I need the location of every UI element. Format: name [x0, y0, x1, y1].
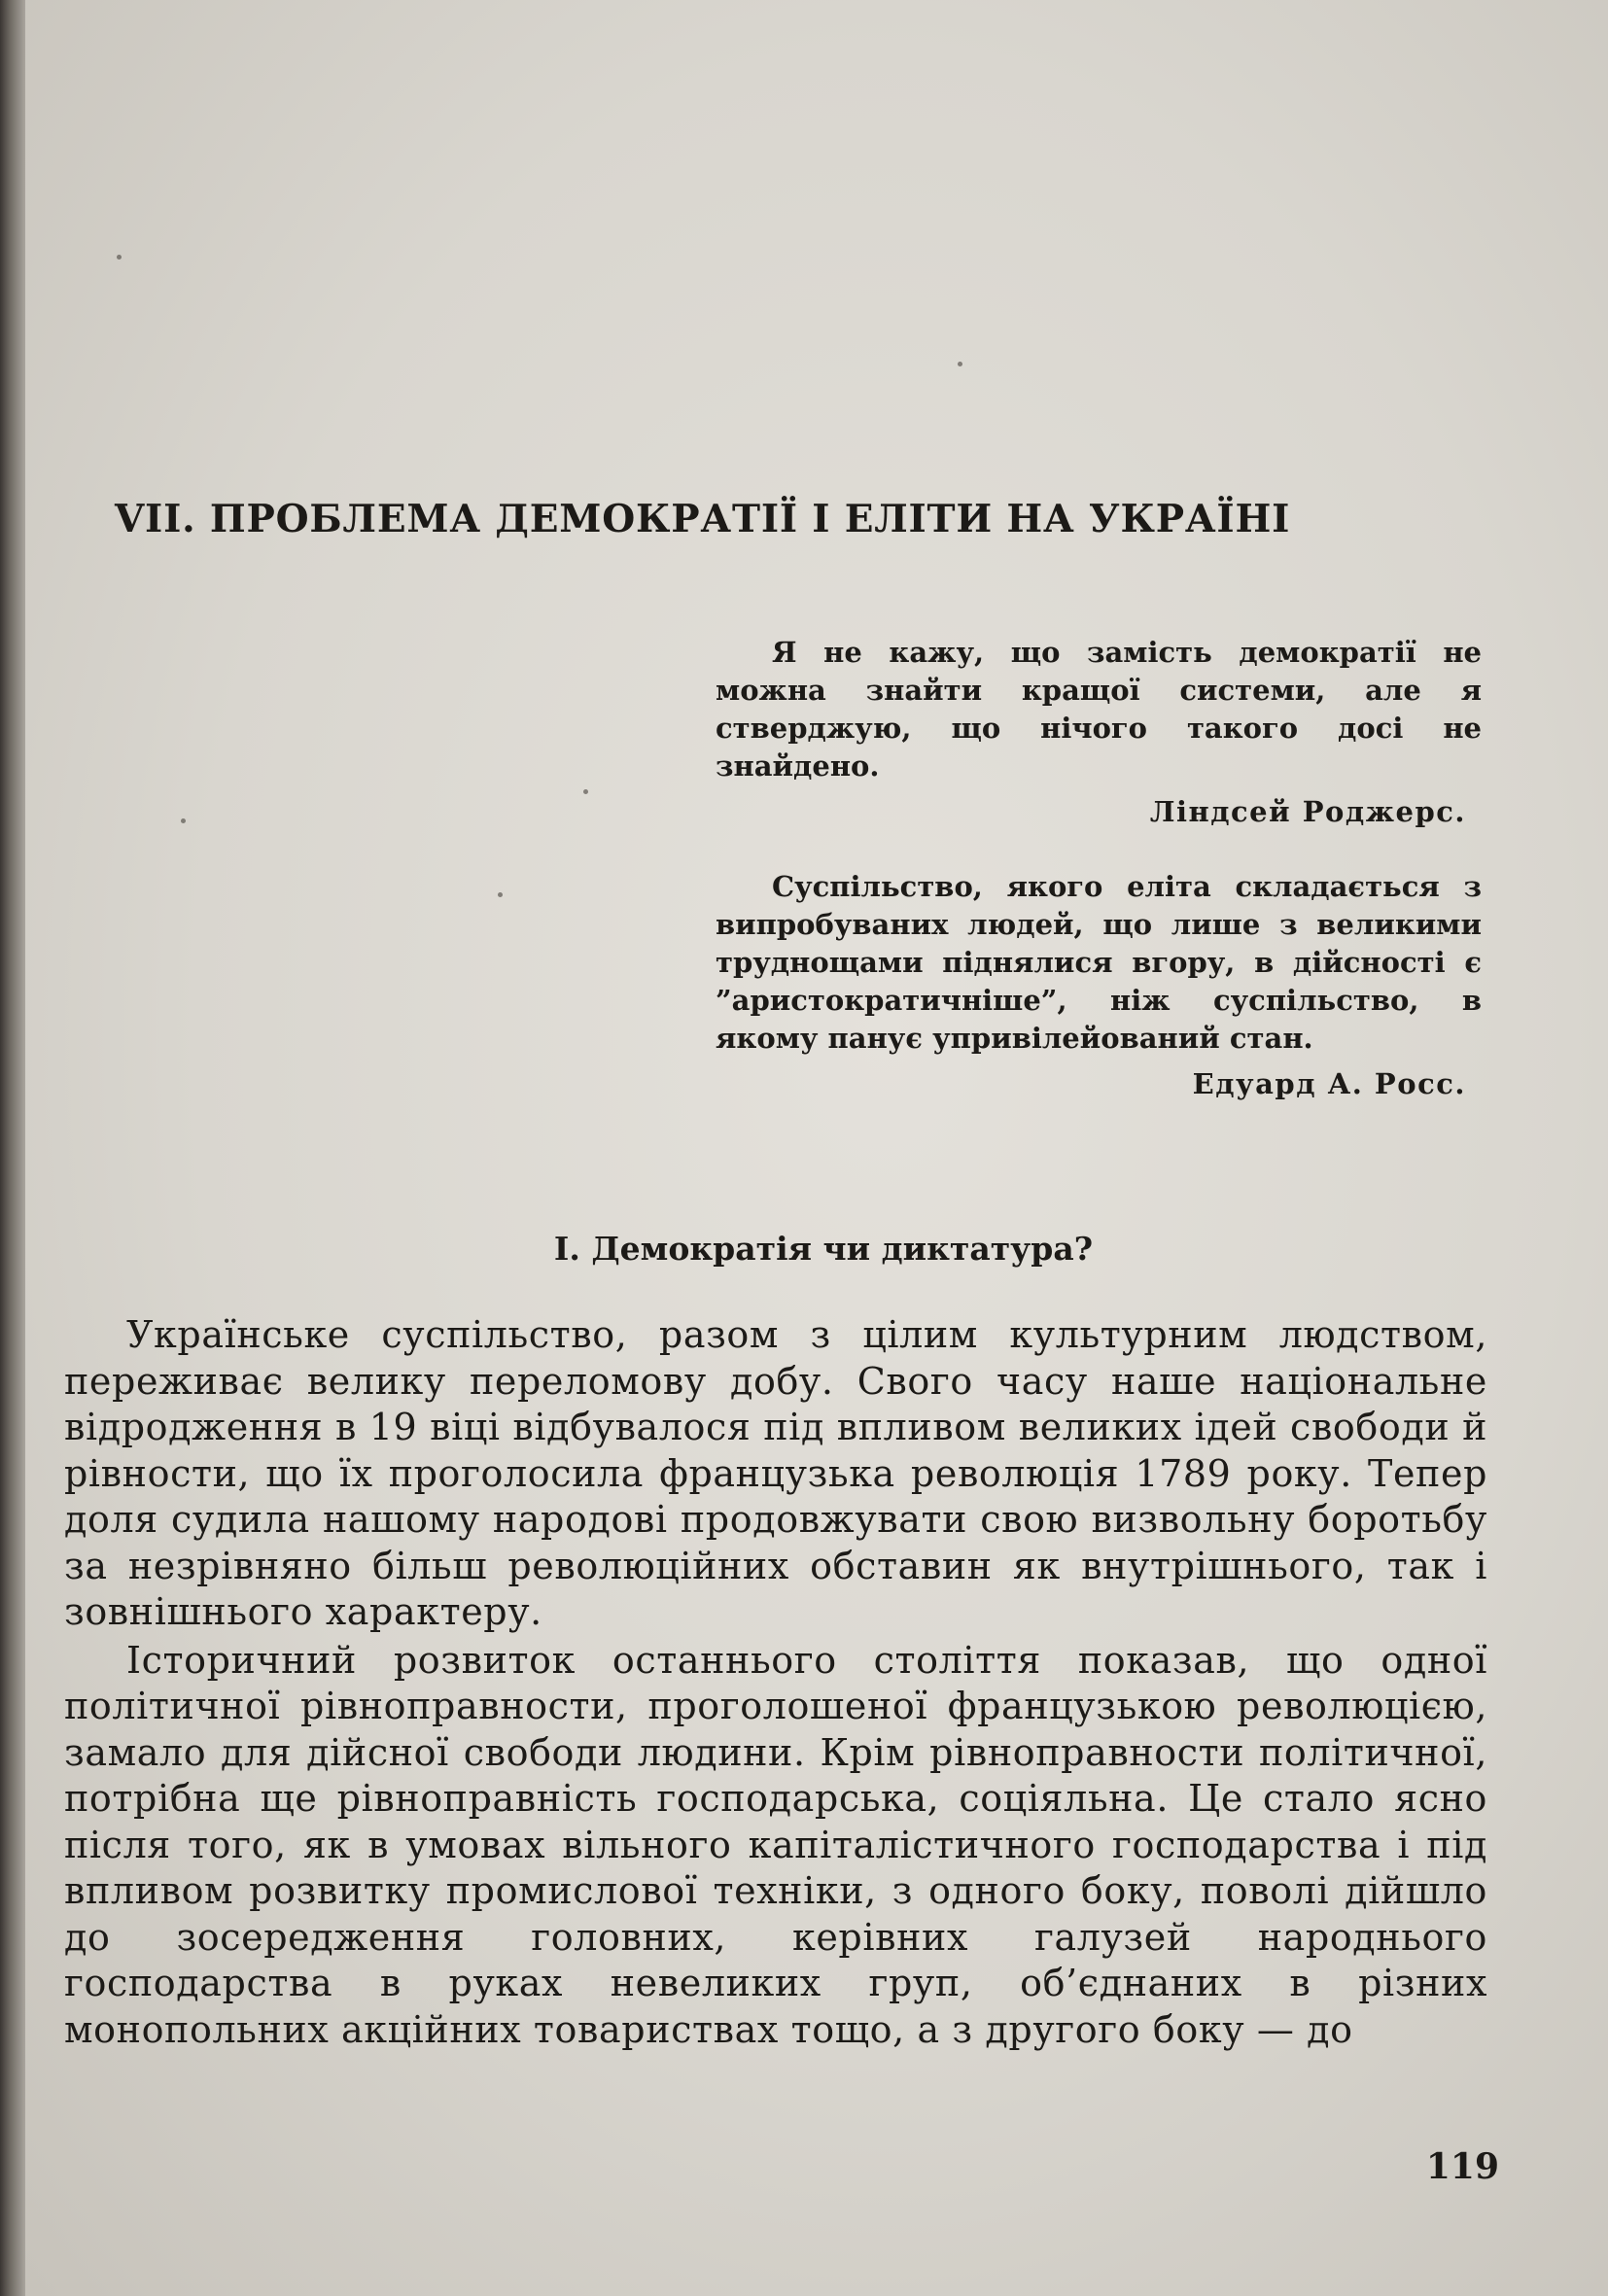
epigraph-text: Суспільство, якого еліта складається з випробуваних людей, що лише з великими труднощами піднялися вгору, в дійсності є ”аристократичніше”, ніж суспільство, в якому панує упривілейований стан.	[716, 870, 1482, 1055]
epigraph-author: Ліндсей Роджерс.	[1149, 795, 1466, 828]
paragraph: Українське суспільство, разом з цілим культурним людством, переживає велику переломову добу. Свого часу наше національне відродження в 19 віці відбувалося під впливом великих ідей свободи й рівности, що їх проголосила французька революція 1789 року. Тепер доля судила нашому народові продовжувати свою визвольну боротьбу за незрівняно більш революційних обставин як внутрішнього, так і зовнішнього характеру.	[64, 1313, 1487, 1633]
section-title: І. Демократія чи диктатура?	[553, 1230, 1094, 1268]
body-text	[64, 1312, 1487, 2053]
book-spine	[0, 0, 25, 2296]
epigraph-2	[716, 868, 1482, 1103]
paper-speck	[583, 789, 588, 794]
epigraph-1	[716, 634, 1482, 831]
paper-speck	[181, 818, 186, 823]
paper-speck	[117, 255, 122, 260]
paragraph: Історичний розвиток останнього століття показав, що одної політичної рівноправности, проголошеної французькою революцією, замало для дійсної свободи людини. Крім рівноправности політичної, потрібна ще рівноправність господарська, соціяльна. Це стало ясно після того, як в умовах вільного капіталістичного господарства і під впливом розвитку промислової техніки, з одного боку, поволі дійшло до зосередження головних, керівних галузей народнього господарства в руках невеликих груп, об’єднаних в різних монопольних акційних товариствах тощо, а з другого боку — до	[64, 1638, 1487, 2051]
paper-speck	[498, 892, 503, 897]
chapter-title: VII. ПРОБЛЕМА ДЕМОКРАТІЇ І ЕЛІТИ НА УКРАЇНІ	[115, 497, 1291, 541]
epigraph-text: Я не кажу, що замість демократії не можна знайти кращої системи, але я стверджую, що нічого такого досі не знайдено.	[716, 636, 1482, 783]
page-number: 119	[1425, 2146, 1499, 2187]
epigraph-author: Едуард А. Росс.	[1192, 1067, 1466, 1100]
paper-speck	[958, 362, 962, 366]
